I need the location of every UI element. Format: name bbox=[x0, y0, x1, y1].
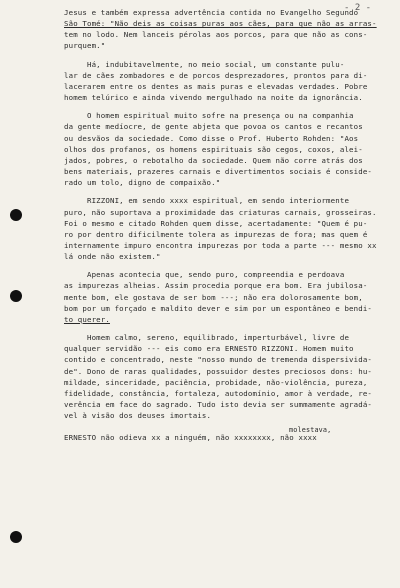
text-line: vel à visão dos deuses imortais. bbox=[64, 411, 212, 421]
text-line: internamente impuro encontra impurezas por toda a parte --- mesmo xx bbox=[64, 240, 377, 250]
text-line: RIZZONI, em sendo xxxx espiritual, em sendo interiormente bbox=[64, 196, 350, 206]
text-line: puro, não suportava a proximidade das criaturas carnais, grosseiras. bbox=[64, 207, 377, 217]
text-line: Jesus e também expressa advertência contida no Evangelho Segundo bbox=[64, 8, 359, 17]
text-line: mente bom, ele gostava de ser bom ---; não era dolorosamente bom, bbox=[64, 292, 363, 302]
text-line: bom por um forçado e maldito dever e sim por um espontâneo e bendi- bbox=[64, 303, 373, 313]
text-line: São Tomé: "Não deis as coisas puras aos cães, para que não as arras- bbox=[64, 19, 377, 29]
text-line: de". Dono de raras qualidades, possuidor destes preciosos dons: hu- bbox=[64, 366, 373, 376]
text-line: olhos dos profanos, os homens espirituais são cegos, coxos, alei- bbox=[64, 144, 363, 154]
text-line: da gente medíocre, de gente abjeta que povoa os cantos e recantos bbox=[64, 122, 363, 132]
text-line: Há, indubitavelmente, no meio social, um constante pulu- bbox=[64, 59, 345, 69]
text-line: Homem calmo, sereno, equilibrado, imperturbável, livre de bbox=[64, 333, 350, 343]
text-line: verência em face do sagrado. Tudo isto devia ser summamente agradá- bbox=[64, 400, 373, 409]
paragraph bbox=[64, 269, 390, 325]
handwritten-annotation: molestava, bbox=[289, 426, 332, 435]
text-line: contido e concentrado, neste "nosso mundo de tremenda dispersivida- bbox=[64, 355, 373, 365]
text-line: to querer. bbox=[64, 314, 110, 324]
punch-hole bbox=[10, 209, 22, 221]
paragraph bbox=[64, 332, 390, 421]
punch-hole bbox=[10, 531, 22, 543]
paragraph bbox=[64, 195, 390, 262]
text-line: bens materiais, prazeres carnais e divertimentos sociais é conside- bbox=[64, 167, 373, 177]
text-line: purquem." bbox=[64, 41, 106, 51]
text-line: ro por dentro dificilmente tolera as impurezas de fora; mas quem é bbox=[64, 229, 368, 239]
text-line: jados, pobres, o rebotalho da sociedade. Quem não corre atrás dos bbox=[64, 155, 363, 165]
text-line: ERNESTO não odieva xx a ninguém, não xxxxxxxx, não xxxx bbox=[64, 433, 317, 443]
text-line: Apenas acontecia que, sendo puro, compreendia e perdoava bbox=[64, 270, 345, 280]
punch-hole bbox=[10, 290, 22, 302]
text-line: ou desvãos da sociedade. Como disse o Prof. Huberto Rohden: "Aos bbox=[64, 133, 359, 143]
text-line: lá onde não existem." bbox=[64, 252, 161, 262]
paragraph bbox=[64, 59, 390, 104]
text-line: fidelidade, constância, fortaleza, autodomínio, amor à verdade, re- bbox=[64, 388, 373, 398]
text-line: as impurezas alheias. Assim procedia porque era bom. Era jubilosa- bbox=[64, 281, 368, 291]
paragraph bbox=[64, 426, 390, 443]
text-line: O homem espiritual muito sofre na presença ou na companhia bbox=[64, 111, 354, 121]
text-line: lacerarem entre os dentes as mais puras e elevadas verdades. Pobre bbox=[64, 81, 368, 91]
text-line: homem telúrico e ainda vivendo mergulhado na noite da ignorância. bbox=[64, 93, 363, 103]
document-body bbox=[64, 7, 390, 443]
text-line: rado um tolo, digno de compaixão." bbox=[64, 178, 221, 188]
paragraph bbox=[64, 7, 390, 52]
text-line: mildade, sinceridade, paciência, probidade, não-violência, pureza, bbox=[64, 377, 368, 387]
text-line: tem no lodo. Nem lanceis pérolas aos porcos, para que não as cons- bbox=[64, 30, 368, 40]
page-number: - 2 - bbox=[344, 3, 372, 13]
text-line: lar de cães zombadores e de porcos desprezadores, prontos para di- bbox=[64, 70, 368, 80]
text-line: Foi o mesmo e citado Rohden quem disse, acertadamente: "Quem é pu- bbox=[64, 218, 368, 228]
text-line: qualquer servidão --- eis como era ERNESTO RIZZONI. Homem muito bbox=[64, 344, 354, 354]
paragraph bbox=[64, 110, 390, 188]
